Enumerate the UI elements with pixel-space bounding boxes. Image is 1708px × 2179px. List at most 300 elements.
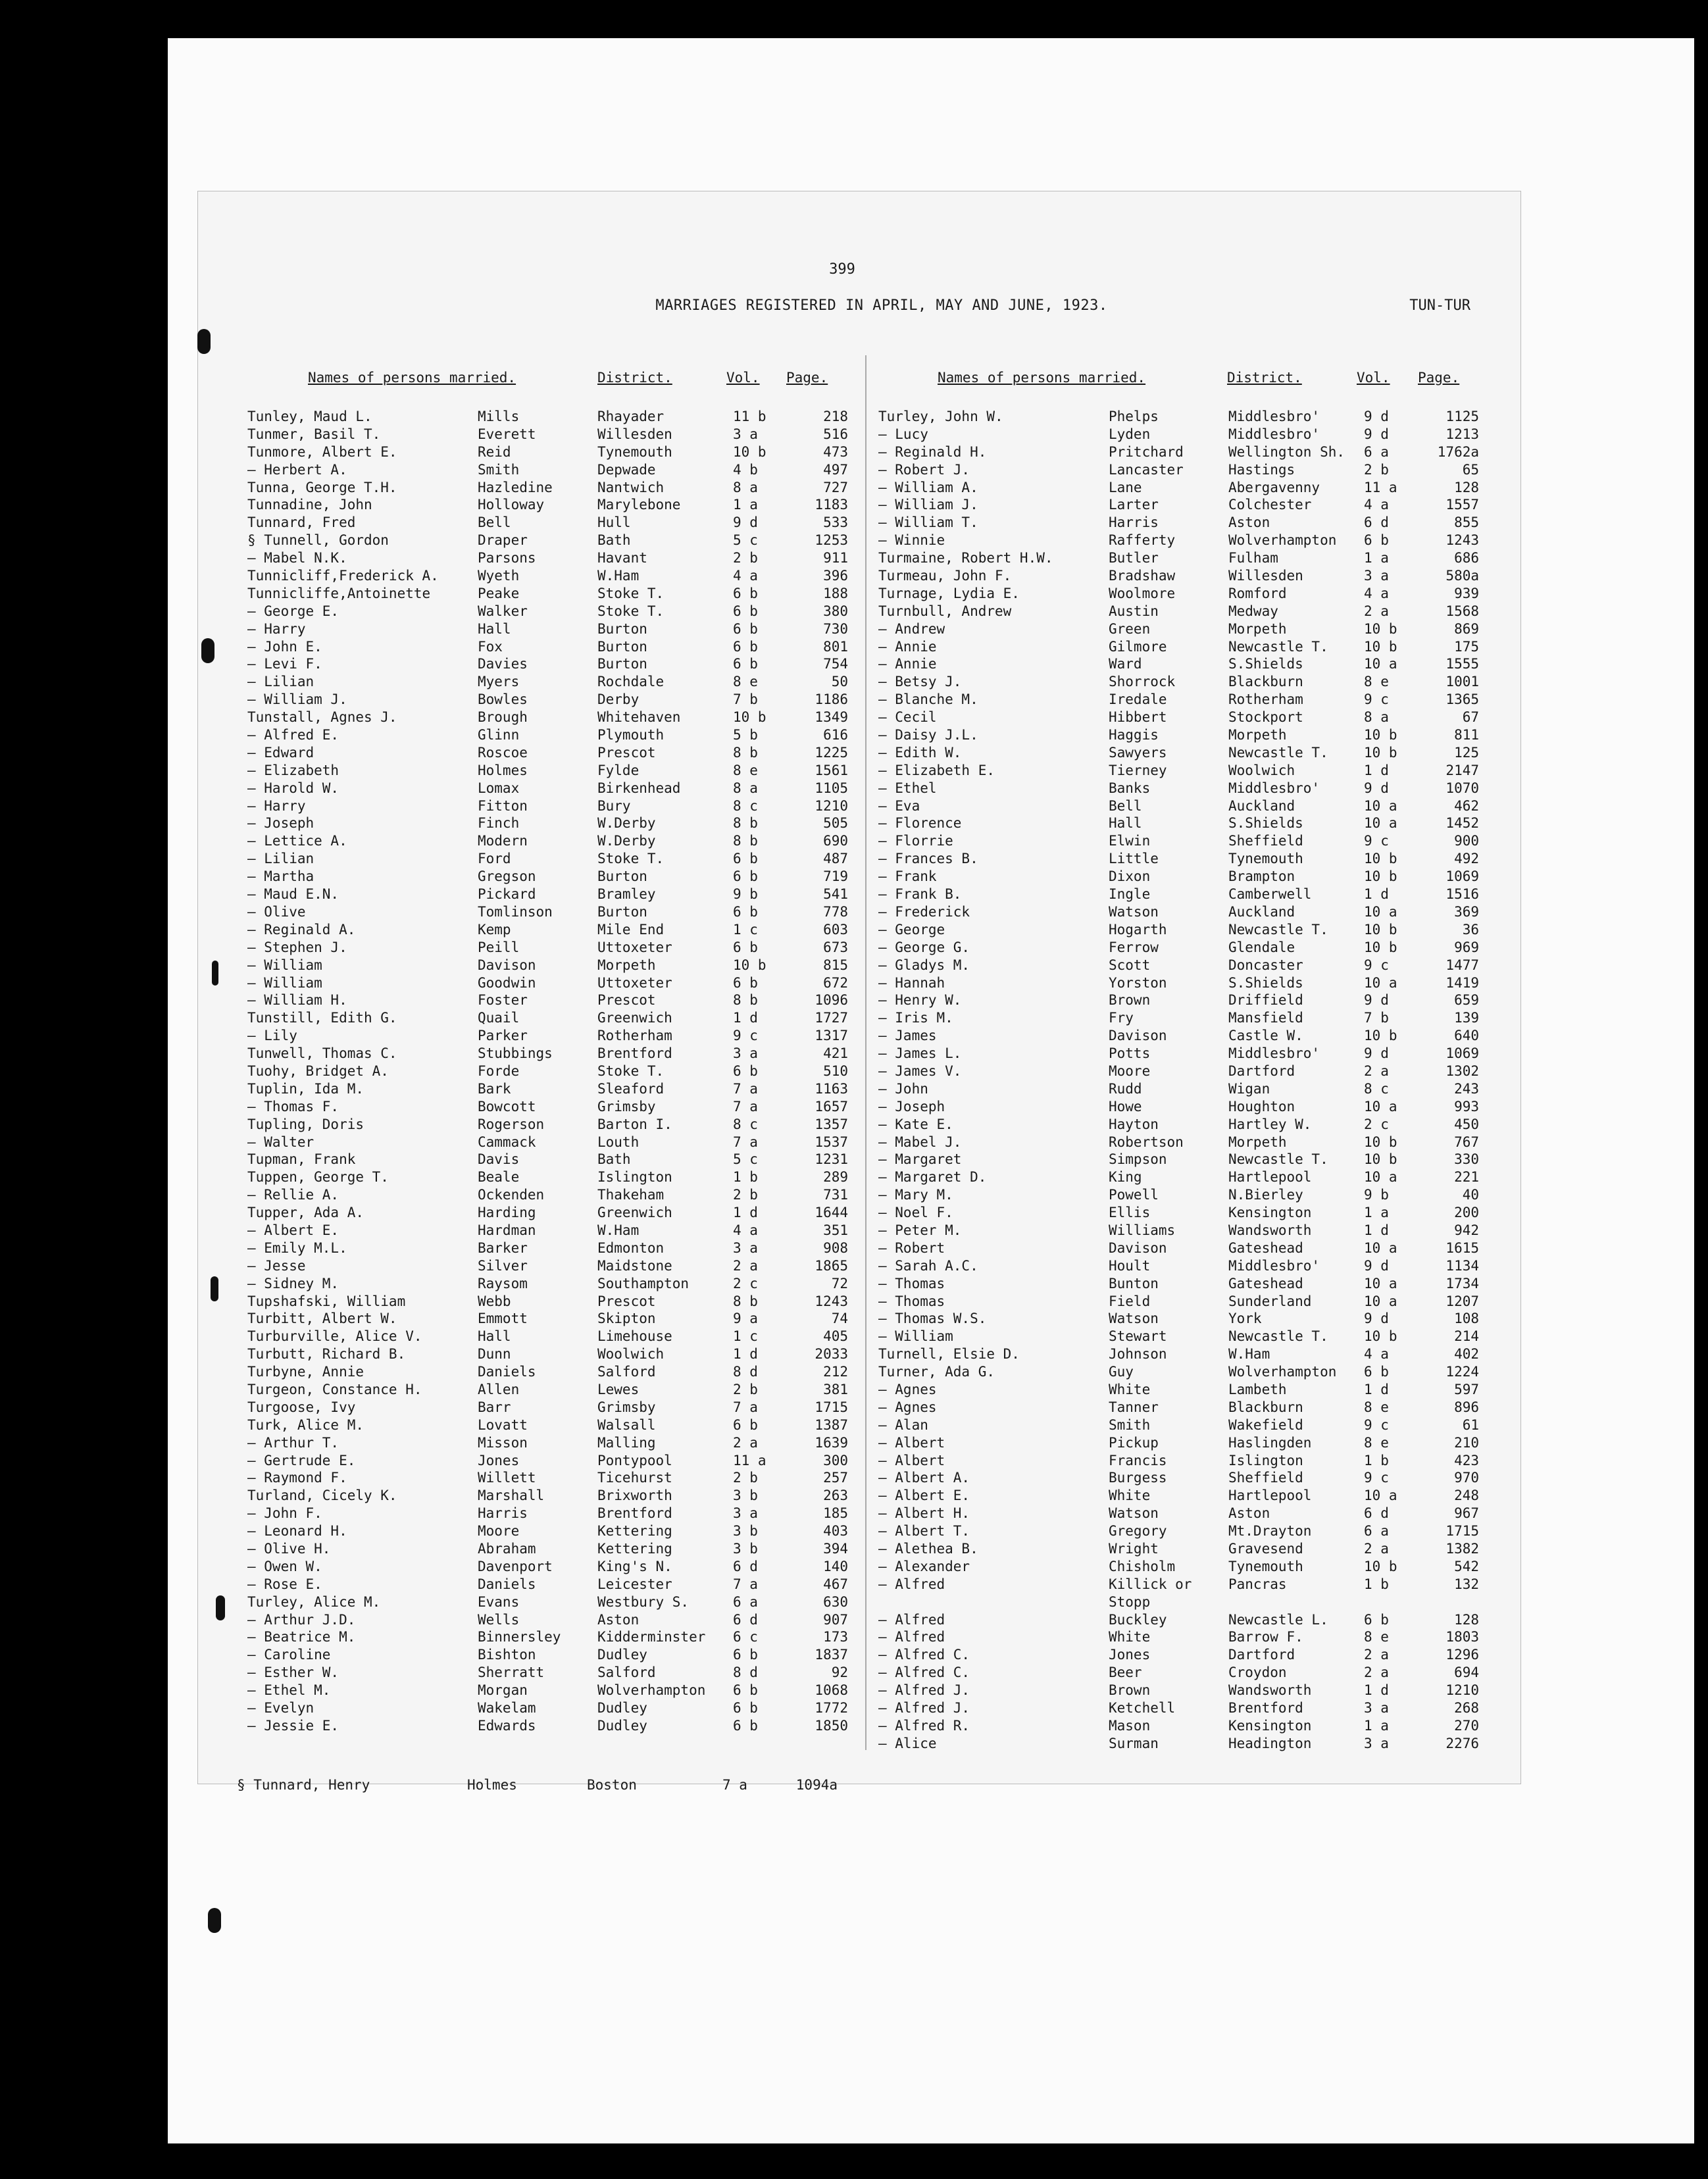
entry-district: Prescot: [597, 1293, 656, 1309]
entry-page: 175: [1454, 638, 1479, 655]
entry-spouse: Buckley: [1109, 1611, 1167, 1628]
entry-spouse: Tanner: [1109, 1399, 1159, 1415]
entry-district: Morpeth: [1228, 727, 1287, 743]
register-entry: [878, 514, 1510, 532]
entry-volume: 5 c: [733, 532, 758, 549]
entry-page: 188: [823, 585, 848, 601]
register-entry: [878, 957, 1510, 974]
register-entry: [247, 1063, 879, 1080]
entry-name: — Stephen J.: [247, 939, 347, 955]
register-entry: [878, 461, 1510, 479]
entry-spouse: Austin: [1109, 603, 1159, 619]
entry-district: Lewes: [597, 1381, 640, 1397]
entry-spouse: Simpson: [1109, 1151, 1167, 1168]
entry-name: — Raymond F.: [247, 1470, 347, 1486]
entry-district: Newcastle T.: [1228, 638, 1328, 655]
entry-page: 730: [823, 620, 848, 637]
entry-page: 1225: [815, 744, 848, 761]
entry-name: — Ethel: [878, 780, 937, 796]
entry-page: 351: [823, 1222, 848, 1238]
entry-name: — Owen W.: [247, 1558, 322, 1574]
entry-volume: 6 d: [733, 1611, 758, 1628]
entry-district: Hastings: [1228, 461, 1295, 478]
entry-volume: 9 c: [1364, 833, 1389, 849]
entry-spouse: Wyeth: [478, 568, 520, 584]
register-entry: [247, 567, 879, 585]
entry-name: — Lilian: [247, 674, 314, 690]
entry-page: 580a: [1445, 568, 1479, 584]
entry-name: — Walter: [247, 1134, 314, 1150]
entry-name: — Thomas W.S.: [878, 1311, 987, 1327]
header-vol-left: Vol.: [726, 370, 760, 386]
entry-spouse: Hall: [478, 620, 511, 637]
entry-page: 690: [823, 833, 848, 849]
entry-spouse: Beale: [478, 1169, 520, 1186]
punch-hole: [197, 329, 211, 354]
entry-page: 896: [1454, 1399, 1479, 1415]
entry-district: Abergavenny: [1228, 479, 1320, 495]
entry-district: Grimsby: [597, 1399, 656, 1415]
entry-district: Tynemouth: [1228, 1558, 1303, 1574]
entry-name: — Cecil: [878, 709, 937, 726]
entry-page: 72: [831, 1275, 848, 1291]
entry-name: — John E.: [247, 638, 322, 655]
entry-page: 140: [823, 1558, 848, 1574]
entry-name: — Agnes: [878, 1399, 937, 1415]
entry-name: Turbutt, Richard B.: [247, 1346, 406, 1363]
entry-spouse: Stopp: [1109, 1593, 1151, 1610]
entry-district: Sheffield: [1228, 833, 1303, 849]
register-entry: [878, 1593, 1510, 1611]
footnote-row: [237, 1776, 868, 1794]
entry-name: — Andrew: [878, 620, 945, 637]
entry-page: 1419: [1445, 974, 1479, 991]
entry-district: Burton: [597, 638, 647, 655]
punch-mark: [211, 1276, 218, 1301]
entry-volume: 1 b: [1364, 1576, 1389, 1592]
entry-volume: 8 b: [733, 744, 758, 761]
entry-page: 993: [1454, 1098, 1479, 1115]
entry-district: Louth: [597, 1134, 640, 1150]
entry-page: 542: [1454, 1558, 1479, 1574]
entry-spouse: Barker: [478, 1240, 528, 1256]
entry-name: — Edith W.: [878, 744, 962, 761]
entry-volume: 4 a: [733, 568, 758, 584]
entry-spouse: Harris: [478, 1505, 528, 1522]
register-entry: [247, 1593, 879, 1611]
entry-volume: 10 a: [1364, 1169, 1397, 1186]
entry-district: Burton: [597, 903, 647, 920]
entry-district: Blackburn: [1228, 674, 1303, 690]
entry-spouse: Woolmore: [1109, 585, 1176, 601]
entry-district: Bury: [597, 797, 631, 814]
entry-page: 1296: [1445, 1647, 1479, 1663]
register-entry: [247, 797, 879, 815]
entry-district: Malling: [597, 1434, 656, 1451]
entry-volume: 9 a: [733, 1311, 758, 1327]
entry-name: Tunnicliff,Frederick A.: [247, 568, 439, 584]
entry-district: Bramley: [597, 886, 656, 903]
entry-volume: 10 a: [1364, 1098, 1397, 1115]
entry-district: Kettering: [597, 1541, 672, 1557]
entry-page: 1001: [1445, 674, 1479, 690]
entry-page: 1557: [1445, 497, 1479, 513]
register-entry: [247, 549, 879, 567]
entry-volume: 10 a: [1364, 797, 1397, 814]
entry-page: 221: [1454, 1169, 1479, 1186]
entry-volume: 6 d: [1364, 514, 1389, 531]
entry-spouse: Bowles: [478, 691, 528, 708]
entry-name: — Rose E.: [247, 1576, 322, 1592]
entry-page: 1568: [1445, 603, 1479, 619]
entry-name: — Alfred: [878, 1611, 945, 1628]
entry-district: Morpeth: [1228, 1134, 1287, 1150]
entry-spouse: Elwin: [1109, 833, 1151, 849]
entry-district: Hull: [597, 514, 631, 531]
entry-page: 719: [823, 868, 848, 885]
entry-page: 380: [823, 603, 848, 619]
register-entry: [247, 1682, 879, 1699]
entry-district: Southampton: [597, 1275, 690, 1291]
entry-page: 967: [1454, 1505, 1479, 1522]
entry-spouse: Hazledine: [478, 479, 553, 495]
entry-name: Turk, Alice M.: [247, 1416, 364, 1433]
entry-spouse: Smith: [478, 461, 520, 478]
entry-district: Auckland: [1228, 797, 1295, 814]
entry-spouse: Chisholm: [1109, 1558, 1176, 1574]
entry-spouse: Kemp: [478, 921, 511, 938]
entry-volume: 3 a: [1364, 568, 1389, 584]
register-entry: [878, 850, 1510, 868]
register-entry: [247, 443, 879, 461]
register-entry: [878, 1363, 1510, 1381]
entry-district: Greenwich: [597, 1010, 672, 1026]
entry-volume: 7 a: [733, 1399, 758, 1415]
entry-name: — Alfred E.: [247, 727, 339, 743]
register-entry: [247, 780, 879, 797]
entry-page: 289: [823, 1169, 848, 1186]
entry-volume: 1 a: [1364, 1717, 1389, 1734]
entry-volume: 10 b: [1364, 921, 1397, 938]
entry-district: Pontypool: [597, 1452, 672, 1468]
entry-name: — Noel F.: [878, 1205, 953, 1221]
entry-volume: 2 c: [1364, 1116, 1389, 1132]
entry-page: 467: [823, 1576, 848, 1592]
entry-volume: 5 b: [733, 727, 758, 743]
entry-district: Wolverhampton: [597, 1682, 706, 1699]
entry-district: Willesden: [1228, 568, 1303, 584]
entry-spouse: Davis: [478, 1151, 520, 1168]
entry-page: 1125: [1445, 409, 1479, 424]
entry-volume: 9 d: [1364, 1257, 1389, 1274]
entry-name: Tunnard, Fred: [247, 514, 356, 531]
entry-district: Burton: [597, 620, 647, 637]
entry-page: 214: [1454, 1328, 1479, 1345]
entry-spouse: Stewart: [1109, 1328, 1167, 1345]
entry-page: 473: [823, 443, 848, 460]
entry-page: 92: [831, 1665, 848, 1681]
entry-volume: 10 b: [1364, 620, 1397, 637]
entry-name: — Henry W.: [878, 992, 962, 1009]
entry-spouse: Rudd: [1109, 1080, 1142, 1097]
entry-spouse: Banks: [1109, 780, 1151, 796]
entry-name: — Thomas: [878, 1293, 945, 1309]
entry-page: 908: [823, 1240, 848, 1256]
entry-volume: 10 b: [1364, 868, 1397, 885]
entry-spouse: Johnson: [1109, 1346, 1167, 1363]
entry-spouse: Gregory: [1109, 1523, 1167, 1540]
entry-district: York: [1228, 1311, 1262, 1327]
entry-page: 108: [1454, 1311, 1479, 1327]
entry-district: Kettering: [597, 1523, 672, 1540]
register-entry: [878, 1469, 1510, 1487]
entry-page: 1302: [1445, 1063, 1479, 1079]
entry-name: — William J.: [247, 691, 347, 708]
entry-volume: 7 b: [733, 691, 758, 708]
entry-spouse: Francis: [1109, 1452, 1167, 1468]
entry-page: 659: [1454, 992, 1479, 1009]
register-entry: [878, 744, 1510, 762]
entry-volume: 10 b: [1364, 1328, 1397, 1345]
register-entry: [247, 408, 879, 426]
entry-spouse: Wakelam: [478, 1700, 536, 1716]
entry-volume: 10 a: [1364, 815, 1397, 832]
entry-district: Brentford: [597, 1505, 672, 1522]
entry-spouse: Ferrow: [1109, 939, 1159, 955]
entry-district: Newcastle T.: [1228, 1328, 1328, 1345]
entry-spouse: Pickard: [478, 886, 536, 903]
entry-page: 640: [1454, 1028, 1479, 1044]
register-entry: [247, 1222, 879, 1240]
entry-district: Newcastle L.: [1228, 1611, 1328, 1628]
entry-name: — Albert H.: [878, 1505, 970, 1522]
entry-volume: 11 b: [733, 409, 766, 424]
entry-district: Fulham: [1228, 550, 1278, 566]
entry-page: 630: [823, 1593, 848, 1610]
entry-page: 1096: [815, 992, 848, 1009]
entry-district: Brampton: [1228, 868, 1295, 885]
entry-name: — William J.: [878, 497, 978, 513]
entry-page: 801: [823, 638, 848, 655]
entry-spouse: Dunn: [478, 1346, 511, 1363]
entry-spouse: Potts: [1109, 1045, 1151, 1062]
punch-mark: [216, 1595, 225, 1620]
entry-spouse: Brown: [1109, 992, 1151, 1009]
entry-spouse: Lomax: [478, 780, 520, 796]
entry-spouse: Gregson: [478, 868, 536, 885]
entry-spouse: Smith: [1109, 1416, 1151, 1433]
entry-page: 257: [823, 1470, 848, 1486]
entry-spouse: Pickup: [1109, 1434, 1159, 1451]
entry-page: 939: [1454, 585, 1479, 601]
entry-district: Colchester: [1228, 497, 1312, 513]
entry-spouse: Davison: [1109, 1240, 1167, 1256]
punch-hole: [201, 638, 214, 663]
entry-volume: 6 b: [733, 1717, 758, 1734]
entry-volume: 8 e: [1364, 1399, 1389, 1415]
entry-spouse: Lovatt: [478, 1416, 528, 1433]
entry-name: — William A.: [878, 479, 978, 495]
entry-name: — Mabel J.: [878, 1134, 962, 1150]
entry-name: — Mary M.: [878, 1187, 953, 1203]
entry-volume: 9 c: [1364, 691, 1389, 708]
entry-name: — Alfred: [878, 1576, 945, 1592]
entry-volume: 5 c: [733, 1151, 758, 1168]
entry-spouse: Quail: [478, 1010, 520, 1026]
entry-spouse: Myers: [478, 674, 520, 690]
register-entry: [878, 1116, 1510, 1134]
register-entry: [878, 974, 1510, 992]
entry-page: 139: [1454, 1010, 1479, 1026]
entry-volume: 1 d: [1364, 886, 1389, 903]
entry-spouse: Ockenden: [478, 1187, 545, 1203]
entry-district: Sleaford: [597, 1080, 665, 1097]
entry-district: W.Ham: [1228, 1346, 1270, 1363]
entry-spouse: Robertson: [1109, 1134, 1184, 1150]
entry-volume: 1 d: [1364, 762, 1389, 778]
header-names-right: Names of persons married.: [938, 370, 1146, 386]
register-entry: [247, 1452, 879, 1470]
entry-district: Salford: [597, 1665, 656, 1681]
entry-spouse: Larter: [1109, 497, 1159, 513]
register-entry: [247, 921, 879, 939]
register-entry: [878, 443, 1510, 461]
entry-name: Tunna, George T.H.: [247, 479, 397, 495]
entry-page: 1069: [1445, 1045, 1479, 1062]
register-entry: [247, 691, 879, 709]
entry-volume: 6 a: [733, 1593, 758, 1610]
entry-page: 1537: [815, 1134, 848, 1150]
entry-spouse: Williams: [1109, 1222, 1176, 1238]
entry-page: 942: [1454, 1222, 1479, 1238]
entry-page: 1243: [815, 1293, 848, 1309]
entry-volume: 8 e: [733, 762, 758, 778]
entry-district: Kidderminster: [597, 1629, 706, 1645]
entry-volume: 9 d: [1364, 426, 1389, 442]
entry-page: 1134: [1445, 1257, 1479, 1274]
entry-page: 1070: [1445, 780, 1479, 796]
entry-page: 911: [823, 550, 848, 566]
entry-name: — Florrie: [878, 833, 953, 849]
entry-page: 855: [1454, 514, 1479, 531]
register-entry: [878, 479, 1510, 497]
register-entry: [878, 1204, 1510, 1222]
entry-page: 1555: [1445, 656, 1479, 672]
entry-district: Islington: [1228, 1452, 1303, 1468]
entry-name: Turley, John W.: [878, 409, 1003, 424]
entry-page: 1186: [815, 691, 848, 708]
register-entry: [247, 1381, 879, 1399]
entry-district: Nantwich: [597, 479, 665, 495]
entry-spouse: Peill: [478, 939, 520, 955]
entry-spouse: Moore: [478, 1523, 520, 1540]
entry-name: — Levi F.: [247, 656, 322, 672]
entry-district: Dudley: [597, 1717, 647, 1734]
entry-name: — Sarah A.C.: [878, 1257, 978, 1274]
entry-volume: 9 d: [733, 514, 758, 531]
page-title: MARRIAGES REGISTERED IN APRIL, MAY AND JUNE, 1923.: [655, 297, 1108, 314]
entry-district: Maidstone: [597, 1257, 672, 1274]
register-entry: [247, 1416, 879, 1434]
register-entry: [878, 1027, 1510, 1045]
entry-page: 516: [823, 426, 848, 442]
entry-volume: 8 c: [733, 797, 758, 814]
register-entry: [878, 1186, 1510, 1204]
entry-name: Turmeau, John F.: [878, 568, 1012, 584]
entry-name: Tupling, Doris: [247, 1116, 364, 1132]
entry-spouse: Hayton: [1109, 1116, 1159, 1132]
entry-district: Sunderland: [1228, 1293, 1312, 1309]
entry-name: — Beatrice M.: [247, 1629, 356, 1645]
entry-volume: 8 a: [733, 479, 758, 495]
entry-district: Skipton: [597, 1311, 656, 1327]
entry-district: Plymouth: [597, 727, 665, 743]
entry-name: — Iris M.: [878, 1010, 953, 1026]
register-entry: [878, 814, 1510, 832]
entry-volume: 10 a: [1364, 1293, 1397, 1309]
entry-district: Wandsworth: [1228, 1682, 1312, 1699]
entry-page: 50: [831, 674, 848, 690]
entry-name: — Daisy J.L.: [878, 727, 978, 743]
entry-volume: 3 b: [733, 1488, 758, 1504]
entry-name: — Annie: [878, 638, 937, 655]
entry-volume: 4 a: [1364, 585, 1389, 601]
entry-name: Turburville, Alice V.: [247, 1328, 422, 1345]
entry-name: — Robert: [878, 1240, 945, 1256]
entry-page: 1657: [815, 1098, 848, 1115]
entry-district: Middlesbro': [1228, 409, 1320, 424]
entry-name: — Lucy: [878, 426, 928, 442]
entry-volume: 10 b: [1364, 1134, 1397, 1150]
entry-page: 1837: [815, 1647, 848, 1663]
entry-district: N.Bierley: [1228, 1187, 1303, 1203]
register-entry: [247, 1310, 879, 1328]
entry-volume: 2 b: [733, 1187, 758, 1203]
entry-page: 74: [831, 1311, 848, 1327]
entry-spouse: Abraham: [478, 1541, 536, 1557]
entry-page: 128: [1454, 479, 1479, 495]
entry-volume: 8 a: [1364, 709, 1389, 726]
entry-volume: 1 d: [733, 1205, 758, 1221]
entry-district: Driffield: [1228, 992, 1303, 1009]
entry-spouse: Everett: [478, 426, 536, 442]
entry-name: — Florence: [878, 815, 962, 832]
entry-district: Kensington: [1228, 1205, 1312, 1221]
entry-page: 492: [1454, 851, 1479, 867]
entry-name: — James V.: [878, 1063, 962, 1079]
entry-district: Wolverhampton: [1228, 532, 1337, 549]
entry-district: Fylde: [597, 762, 640, 778]
entry-volume: 6 b: [733, 1063, 758, 1079]
entry-page: 969: [1454, 939, 1479, 955]
entry-volume: 6 b: [733, 939, 758, 955]
entry-district: Burton: [597, 656, 647, 672]
entry-page: 125: [1454, 744, 1479, 761]
entry-volume: 2 a: [1364, 1665, 1389, 1681]
entry-name: — Albert T.: [878, 1523, 970, 1540]
entry-district: Ticehurst: [597, 1470, 672, 1486]
entry-name: — William: [878, 1328, 953, 1345]
entry-spouse: Willett: [478, 1470, 536, 1486]
register-entry: [247, 832, 879, 850]
entry-volume: 6 b: [733, 1682, 758, 1699]
register-entry: [247, 1664, 879, 1682]
entry-spouse: Tomlinson: [478, 903, 553, 920]
entry-spouse: Ellis: [1109, 1205, 1151, 1221]
register-entry: [878, 620, 1510, 638]
entry-name: — Herbert A.: [247, 461, 347, 478]
entry-page: 1224: [1445, 1364, 1479, 1380]
